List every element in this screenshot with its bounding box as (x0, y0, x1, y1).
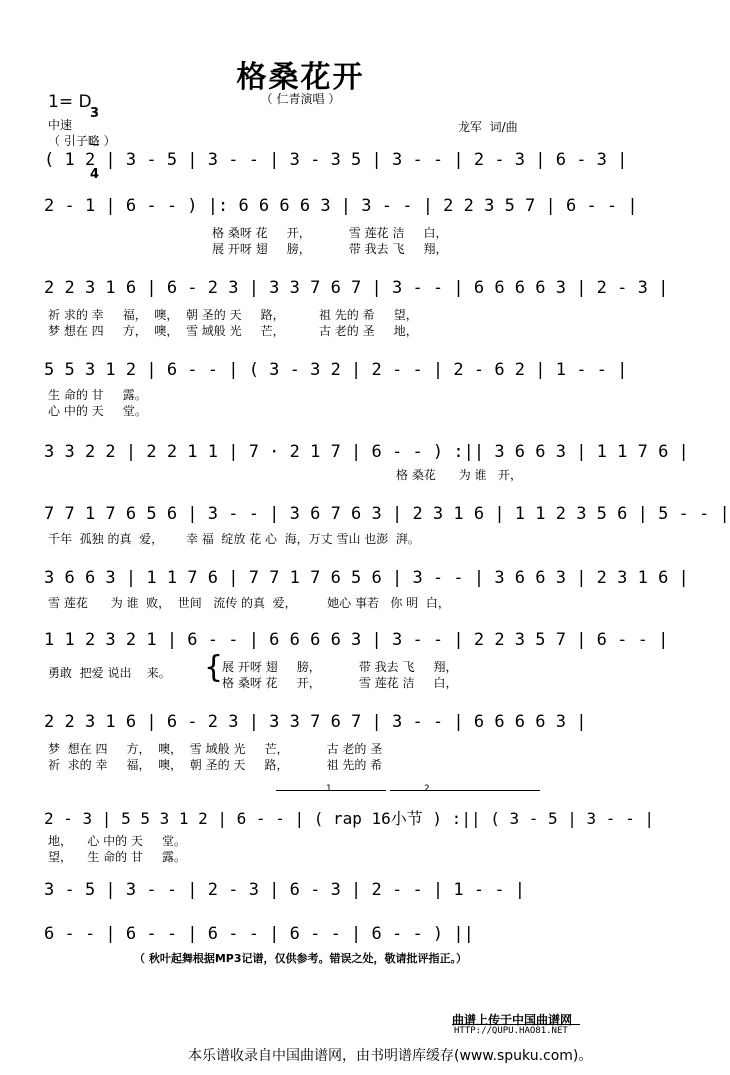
key-signature: 1= D (48, 92, 92, 112)
score-line-1: ( 1 2 | 3 - 5 | 3 - - | 3 - 3 5 | 3 - - | 2 - 3 | 6 - 3 | (44, 150, 628, 170)
score-line-6: 7 7 1 7 6 5 6 | 3 - - | 3 6 7 6 3 | 2 3 1 6 | 1 1 2 3 5 6 | 5 - - | (44, 504, 730, 524)
page-title: 格桑花开 (236, 60, 365, 95)
score-line-11: 3 - 5 | 3 - - | 2 - 3 | 6 - 3 | 2 - - | 1 - - | (44, 880, 526, 900)
meter-top: 3 (90, 106, 100, 121)
score-line-2: 2 - 1 | 6 - - ) |: 6 6 6 6 3 | 3 - - | 2 2 3 5 7 | 6 - - | (44, 196, 638, 216)
singer-credit: （ 仁青演唱 ） (260, 92, 341, 106)
site-name: 曲谱上传于中国曲谱网 (452, 1013, 573, 1027)
meter-bottom: 4 (90, 167, 100, 182)
site-divider (452, 1024, 580, 1025)
score-line-9: 2 2 3 1 6 | 6 - 2 3 | 3 3 7 6 7 | 3 - - | 6 6 6 6 3 | (44, 712, 587, 732)
lyric-line-3a: 祈 求的 幸 福， 噢， 朝 圣的 天 路， 祖 先的 希 望， (48, 308, 418, 322)
lyric-line-8b: 格 桑呀 花 开， 雪 莲花 洁 白， (222, 676, 458, 690)
lyric-line-7: 雪 莲花 为 谁 败， 世间 流传 的真 爱， 她心 事若 你 明 白， (48, 596, 450, 610)
site-url[interactable]: HTTP://QUPU.HAO81.NET (454, 1026, 568, 1036)
lyric-line-2a: 格 桑呀 花 开， 雪 莲花 洁 白， (212, 226, 448, 240)
volta-1-label: 1 (326, 784, 332, 794)
lyric-line-5: 格 桑花 为 谁 开， (396, 468, 522, 482)
lyric-line-10b: 望， 生 命的 甘 露。 (48, 850, 186, 864)
lyric-brace: { (204, 650, 224, 685)
lyric-line-6: 千年 孤独 的真 爱， 幸 福 绽放 花 心 海，万丈 雪山 也澎 湃。 (48, 532, 420, 546)
page-footer: 本乐谱收录自中国曲谱网，由书明谱库缓存(www.spuku.com)。 (188, 1048, 593, 1064)
score-line-3: 2 2 3 1 6 | 6 - 2 3 | 3 3 7 6 7 | 3 - - | 6 6 6 6 3 | 2 - 3 | (44, 278, 669, 298)
tempo-marking: 中速 (48, 118, 73, 132)
volta-2-bracket (390, 790, 540, 791)
lyric-line-9b: 祈 求的 幸 福， 噢， 朝 圣的 天 路， 祖 先的 希 (48, 758, 383, 772)
lyric-line-2b: 展 开呀 翅 膀， 带 我去 飞 翔， (212, 242, 448, 256)
lyric-line-8a: 展 开呀 翅 膀， 带 我去 飞 翔， (222, 660, 458, 674)
lyric-line-10a: 地， 心 中的 天 堂。 (48, 834, 186, 848)
score-line-8: 1 1 2 3 2 1 | 6 - - | 6 6 6 6 3 | 3 - - | 2 2 3 5 7 | 6 - - | (44, 630, 669, 650)
transcription-footnote: （ 秋叶起舞根据MP3记谱，仅供参考。错误之处，敬请批评指正。） (134, 952, 467, 965)
score-line-5: 3 3 2 2 | 2 2 1 1 | 7 · 2 1 7 | 6 - - ) :|| 3 6 6 3 | 1 1 7 6 | (44, 442, 689, 462)
lyric-line-8-left: 勇敢 把爱 说出 来。 (48, 666, 171, 680)
score-line-10: 2 - 3 | 5 5 3 1 2 | 6 - - | ( rap 16小节 ) :|| ( 3 - 5 | 3 - - | (44, 809, 654, 828)
lyric-line-4b: 心 中的 天 堂。 (48, 404, 147, 418)
score-line-4: 5 5 3 1 2 | 6 - - | ( 3 - 3 2 | 2 - - | 2 - 6 2 | 1 - - | (44, 360, 628, 380)
intro-note: （ 引子略 ） (48, 134, 116, 148)
lyric-line-9a: 梦 想在 四 方， 噢， 雪 域般 光 芒， 古 老的 圣 (48, 742, 383, 756)
lyric-line-4a: 生 命的 甘 露。 (48, 388, 147, 402)
score-line-7: 3 6 6 3 | 1 1 7 6 | 7 7 1 7 6 5 6 | 3 - - | 3 6 6 3 | 2 3 1 6 | (44, 568, 689, 588)
volta-2-label: 2 (424, 784, 430, 794)
lyricist-composer: 龙军 词/曲 (458, 120, 518, 134)
score-line-12: 6 - - | 6 - - | 6 - - | 6 - - | 6 - - ) || (44, 924, 474, 944)
lyric-line-3b: 梦 想在 四 方， 噢， 雪 域般 光 芒， 古 老的 圣 地， (48, 324, 418, 338)
